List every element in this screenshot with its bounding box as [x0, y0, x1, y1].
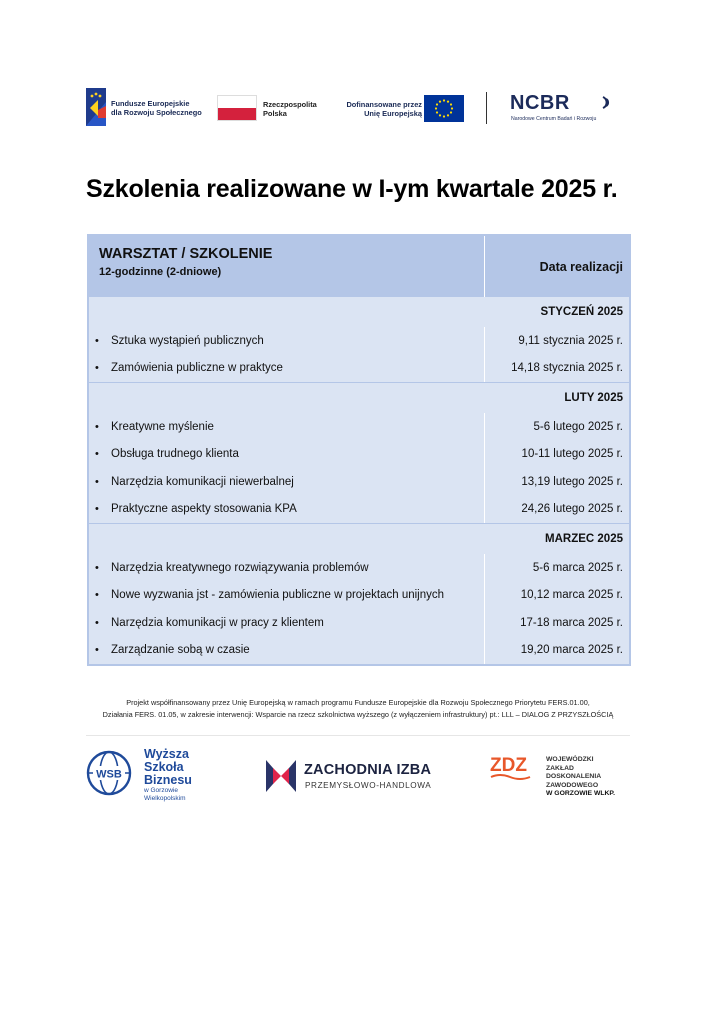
workshop-cell — [89, 496, 485, 524]
zdz-line1: WOJEWÓDZKI — [546, 756, 594, 763]
workshop-date: 24,26 lutego 2025 r. — [521, 503, 623, 516]
partner-logos-footer — [86, 746, 630, 806]
workshop-name: Kreatywne myślenie — [111, 420, 214, 433]
zachodnia-izba-subtitle: PRZEMYSŁOWO-HANDLOWA — [305, 781, 432, 790]
zdz-logo — [490, 752, 630, 804]
footnote-line2: Działania FERS. 01.05, w zakresie interwencji: Wsparcie na rzecz szkolnictwa wyższego (z wyłączeniem infrastruktury) pt.: LLL – DIALOG Z PRZYSZŁOŚCIĄ — [102, 710, 614, 719]
month-section — [89, 524, 629, 664]
workshop-cell — [89, 609, 485, 637]
wsb-line4: w Gorzowie — [144, 787, 178, 794]
logo-divider — [486, 92, 487, 124]
table-header — [89, 234, 629, 297]
zdz-mark-text: ZDZ — [490, 755, 527, 776]
workshop-date: 9,11 stycznia 2025 r. — [518, 334, 623, 347]
eu-logo-line2: Unię Europejską — [364, 109, 422, 118]
partner-logos-header — [86, 88, 626, 128]
workshop-date: 10-11 lutego 2025 r. — [521, 448, 623, 461]
workshop-cell — [89, 413, 485, 441]
eu-cofinancing-logo — [334, 95, 464, 123]
workshop-date: 5-6 lutego 2025 r. — [533, 420, 623, 433]
workshop-name: Praktyczne aspekty stosowania KPA — [111, 503, 297, 516]
zachodnia-izba-name: ZACHODNIA IZBA — [304, 762, 432, 778]
workshop-cell — [89, 637, 485, 665]
month-section — [89, 297, 629, 382]
fundusze-europejskie-logo — [86, 88, 216, 128]
wsb-line2: Szkoła — [144, 760, 184, 774]
rzeczpospolita-polska-logo — [217, 95, 332, 123]
wsb-logo — [86, 746, 206, 804]
zdz-line5: W GORZOWIE WLKP. — [546, 790, 615, 798]
table-body — [89, 297, 629, 664]
rp-logo-line2: Polska — [263, 109, 287, 118]
wsb-line3: Biznesu — [144, 773, 192, 787]
bullet-icon: • — [95, 448, 99, 461]
zdz-line3: DOSKONALENIA — [546, 773, 602, 781]
bullet-icon: • — [95, 616, 99, 629]
bullet-icon: • — [95, 420, 99, 433]
project-footnote — [86, 697, 630, 721]
workshop-date: 17-18 marca 2025 r. — [520, 616, 623, 629]
month-heading: MARZEC 2025 — [545, 533, 623, 545]
header-workshop-title: WARSZTAT / SZKOLENIE — [99, 246, 273, 262]
workshop-name: Sztuka wystąpień publicznych — [111, 334, 264, 347]
table-row — [89, 327, 629, 355]
ncbr-logo — [510, 92, 628, 126]
bullet-icon: • — [95, 334, 99, 347]
bullet-icon: • — [95, 503, 99, 516]
workshop-date: 5-6 marca 2025 r. — [532, 561, 623, 574]
month-section — [89, 383, 629, 523]
table-row — [89, 413, 629, 441]
eu-flag-icon — [424, 95, 464, 122]
zachodnia-izba-mark-icon — [266, 760, 296, 792]
workshop-name: Narzędzia komunikacji niewerbalnej — [111, 475, 294, 488]
eu-logo-line1: Dofinansowane przez — [346, 100, 422, 109]
table-row — [89, 441, 629, 469]
workshop-date: 10,12 marca 2025 r. — [520, 589, 623, 602]
workshop-name: Zarządzanie sobą w czasie — [111, 644, 250, 657]
workshop-cell — [89, 554, 485, 582]
ncbr-subtitle: Narodowe Centrum Badań i Rozwoju — [511, 116, 597, 122]
zdz-line2: ZAKŁAD — [546, 764, 574, 772]
workshop-cell — [89, 582, 485, 610]
workshop-date: 13,19 lutego 2025 r. — [521, 475, 623, 488]
ncbr-mark-icon — [602, 96, 614, 109]
fe-logo-line2: dla Rozwoju Społecznego — [111, 108, 202, 117]
workshop-date: 14,18 stycznia 2025 r. — [511, 362, 623, 375]
month-heading: STYCZEŃ 2025 — [540, 306, 623, 318]
polish-flag-icon — [217, 95, 257, 121]
table-row — [89, 468, 629, 496]
bullet-icon: • — [95, 644, 99, 657]
table-row — [89, 609, 629, 637]
table-row — [89, 582, 629, 610]
header-date-column: Data realizacji — [539, 259, 623, 274]
wsb-globe-icon — [86, 750, 132, 796]
training-schedule-table — [87, 234, 631, 666]
bullet-icon: • — [95, 589, 99, 602]
footnote-line1: Projekt współfinansowany przez Unię Europejską w ramach programu Fundusze Europejskie dla Rozwoju Społecznego Priorytetu FERS.01.00, — [126, 698, 590, 707]
table-row — [89, 355, 629, 383]
bullet-icon: • — [95, 362, 99, 375]
workshop-name: Nowe wyzwania jst - zamówienia publiczne w projektach unijnych — [111, 589, 445, 602]
table-row — [89, 637, 629, 665]
footer-divider — [86, 735, 630, 736]
workshop-cell — [89, 468, 485, 496]
zdz-line4: ZAWODOWEGO — [546, 781, 599, 789]
workshop-date: 19,20 marca 2025 r. — [520, 644, 623, 657]
table-row — [89, 554, 629, 582]
fundusze-europejskie-mark-icon — [86, 88, 106, 126]
workshop-name: Zamówienia publiczne w praktyce — [111, 362, 283, 375]
wsb-line1: Wyższa — [144, 747, 189, 761]
page-title: Szkolenia realizowane w I-ym kwartale 2025 r. — [86, 175, 618, 203]
fe-logo-line1: Fundusze Europejskie — [111, 99, 190, 108]
ncbr-wordmark: NCBR — [510, 92, 570, 114]
workshop-name: Narzędzia komunikacji w pracy z klientem — [111, 616, 324, 629]
workshop-cell — [89, 327, 485, 355]
workshop-name: Narzędzia kreatywnego rozwiązywania problemów — [111, 561, 369, 574]
table-row — [89, 496, 629, 524]
zachodnia-izba-logo — [266, 758, 436, 796]
workshop-cell — [89, 355, 485, 383]
wsb-line5: Wielkopolskim — [144, 794, 186, 802]
wsb-mark-text: WSB — [96, 768, 122, 781]
bullet-icon: • — [95, 475, 99, 488]
rp-logo-line1: Rzeczpospolita — [263, 100, 317, 109]
header-workshop-subtitle: 12-godzinne (2-dniowe) — [99, 266, 222, 278]
workshop-name: Obsługa trudnego klienta — [111, 448, 239, 461]
workshop-cell — [89, 441, 485, 469]
bullet-icon: • — [95, 561, 99, 574]
month-heading: LUTY 2025 — [564, 392, 623, 404]
zdz-mark-icon — [490, 752, 532, 782]
